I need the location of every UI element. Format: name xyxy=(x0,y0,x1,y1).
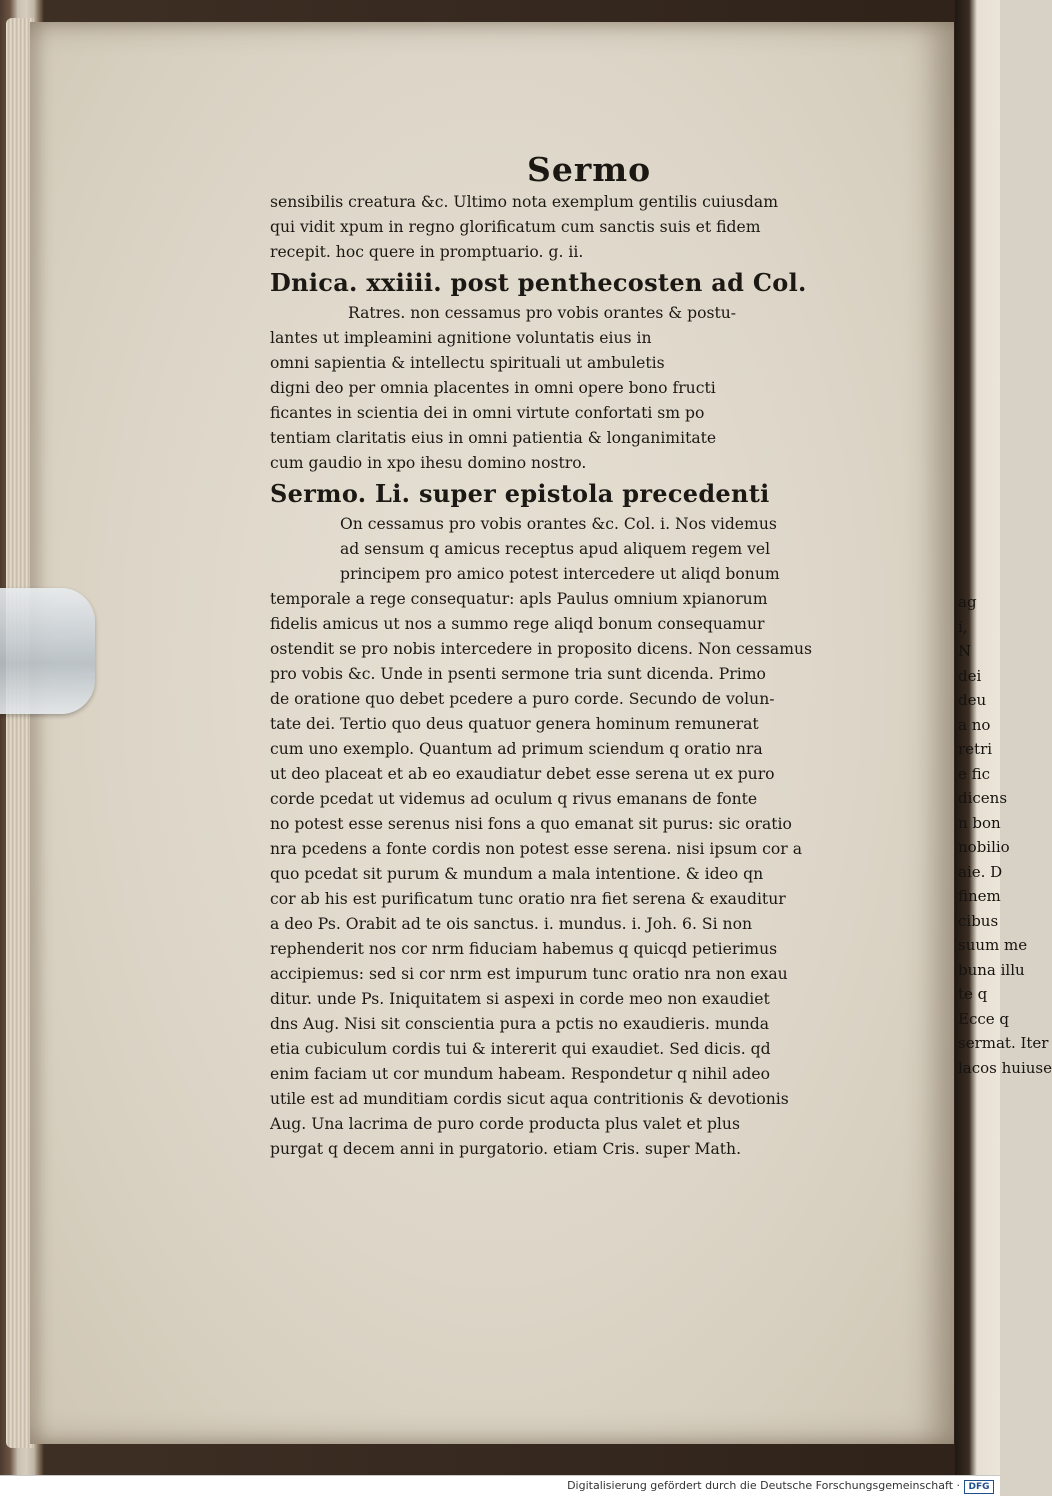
text-line: temporale a rege consequatur: apls Paulus omnium xpianorum xyxy=(270,590,768,608)
text-line: corde pcedat ut videmus ad oculum q rivus emanans de fonte xyxy=(270,790,758,808)
facing-fragment: a no xyxy=(958,715,991,734)
text-line: accipiemus: sed si cor nrm est impurum tunc oratio nra non exau xyxy=(270,965,788,983)
text-line: etia cubiculum cordis tui & intererit qui exaudiet. Sed dicis. qd xyxy=(270,1040,771,1058)
facing-fragment: aie. D xyxy=(958,862,1003,881)
text-line: pro vobis &c. Unde in psenti sermone tria sunt dicenda. Primo xyxy=(270,665,766,683)
facing-fragment: N xyxy=(958,642,972,660)
text-line: nra pcedens a fonte cordis non potest esse serena. nisi ipsum cor a xyxy=(270,840,802,858)
text-line: ostendit se pro nobis intercedere in proposito dicens. Non cessamus xyxy=(270,640,813,658)
text-line: digni deo per omnia placentes in omni opere bono fructi xyxy=(270,379,716,397)
text-line: recepit. hoc quere in promptuario. g. ii. xyxy=(270,243,584,261)
text-block xyxy=(270,190,860,1162)
text-line: On cessamus pro vobis orantes &c. Col. i. Nos videmus xyxy=(340,515,777,533)
text-line: de oratione quo debet pcedere a puro corde. Secundo de volun- xyxy=(270,690,775,708)
running-header: Sermo xyxy=(527,150,652,189)
facing-fragment: te q xyxy=(958,985,988,1003)
footer-bar xyxy=(0,1475,1000,1496)
funding-credit: Digitalisierung gefördert durch die Deutsche Forschungsgemeinschaft · xyxy=(567,1479,960,1492)
section-heading: Dnica. xxiiii. post penthecosten ad Col. xyxy=(270,268,807,297)
facing-fragment: buna illu xyxy=(958,960,1025,979)
text-line: sensibilis creatura &c. Ultimo nota exemplum gentilis cuiusdam xyxy=(270,193,778,211)
facing-fragment: Ecce q xyxy=(958,1009,1009,1028)
text-line: tentiam claritatis eius in omni patientia & longanimitate xyxy=(270,429,717,447)
text-line: ditur. unde Ps. Iniquitatem si aspexi in corde meo non exaudiet xyxy=(270,990,770,1008)
text-line: rephenderit nos cor nrm fiduciam habemus q quicqd petierimus xyxy=(270,940,778,958)
text-line: utile est ad munditiam cordis sicut aqua contritionis & devotionis xyxy=(270,1090,789,1108)
facing-fragment: nobilio xyxy=(958,838,1010,856)
facing-fragment: cibus xyxy=(958,911,999,930)
facing-fragment: e fic xyxy=(958,764,991,783)
text-line: principem pro amico potest intercedere ut aliqd bonum xyxy=(340,565,780,583)
text-line: enim faciam ut cor mundum habeam. Respondetur q nihil adeo xyxy=(270,1065,770,1083)
facing-fragment: retri xyxy=(958,740,993,758)
text-line: cum gaudio in xpo ihesu domino nostro. xyxy=(270,454,587,472)
facing-fragment: i, xyxy=(958,617,968,636)
text-line: quo pcedat sit purum & mundum a mala intentione. & ideo qn xyxy=(270,865,764,883)
facing-fragment: n bon xyxy=(958,813,1001,832)
text-line: ad sensum q amicus receptus apud aliquem regem vel xyxy=(340,540,771,558)
text-line: no potest esse serenus nisi fons a quo emanat sit purus: sic oratio xyxy=(270,815,792,833)
text-line: Ratres. non cessamus pro vobis orantes & postu- xyxy=(348,304,737,322)
section-heading: Sermo. Li. super epistola precedenti xyxy=(270,479,770,508)
facing-fragment: suum me xyxy=(958,936,1028,954)
facing-fragment: dicens xyxy=(958,789,1008,807)
facing-fragment: lacos huiuse xyxy=(958,1058,1052,1077)
text-line: lantes ut impleamini agnitione voluntatis eius in xyxy=(270,329,652,347)
facing-fragment: ag xyxy=(958,593,977,611)
facing-fragment: finem xyxy=(958,887,1001,905)
text-line: a deo Ps. Orabit ad te ois sanctus. i. mundus. i. Joh. 6. Si non xyxy=(270,915,752,933)
facing-fragment: deu xyxy=(958,691,987,709)
text-line: cum uno exemplo. Quantum ad primum sciendum q oratio nra xyxy=(270,740,763,758)
text-line: ut deo placeat et ab eo exaudiatur debet esse serena ut ex puro xyxy=(270,765,775,783)
page-clip xyxy=(0,588,95,714)
text-line: Aug. Una lacrima de puro corde producta plus valet et plus xyxy=(270,1115,740,1133)
text-line: fidelis amicus ut nos a summo rege aliqd bonum consequamur xyxy=(270,615,765,633)
text-line: ficantes in scientia dei in omni virtute confortati sm po xyxy=(270,404,705,422)
facing-page-text xyxy=(958,590,1052,1080)
dfg-logo: DFG xyxy=(964,1480,994,1494)
text-line: qui vidit xpum in regno glorificatum cum sanctis suis et fidem xyxy=(270,218,761,236)
facing-fragment: sermat. Iter xyxy=(958,1034,1049,1052)
text-line: cor ab his est purificatum tunc oratio nra fiet serena & exauditur xyxy=(270,890,786,908)
facing-fragment: dei xyxy=(958,666,982,685)
text-line: dns Aug. Nisi sit conscientia pura a pctis no exaudieris. munda xyxy=(270,1015,770,1033)
text-line: purgat q decem anni in purgatorio. etiam Cris. super Math. xyxy=(270,1140,742,1158)
text-line: omni sapientia & intellectu spirituali ut ambuletis xyxy=(270,354,665,372)
text-line: tate dei. Tertio quo deus quatuor genera hominum remunerat xyxy=(270,715,759,733)
